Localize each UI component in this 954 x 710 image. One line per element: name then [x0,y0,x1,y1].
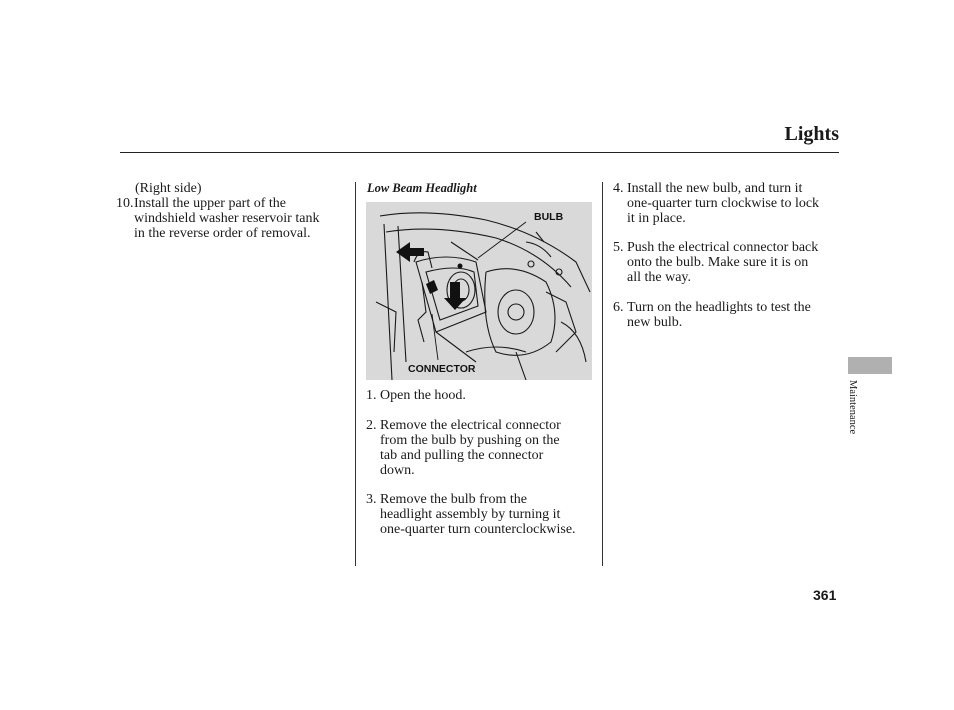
step-line: new bulb. [627,315,683,330]
headlight-figure [366,202,592,380]
step-line: Install the new bulb, and turn it [627,181,803,196]
step-line: windshield washer reservoir tank [134,211,320,226]
column-divider-left [355,182,356,566]
step-line: onto the bulb. Make sure it is on [627,255,809,270]
step-line: Push the electrical connector back [627,240,819,255]
step-line: headlight assembly by turning it [380,507,561,522]
step-number: 2. [366,418,377,433]
step-number: 4. [613,181,624,196]
right-side-note: (Right side) [135,181,202,196]
step-4 [613,181,843,226]
step-line: tab and pulling the connector [380,448,544,463]
section-tab-label: Maintenance [847,380,858,435]
step-line: from the bulb by pushing on the [380,433,560,448]
column-divider-right [602,182,603,566]
bulb-label: BULB [534,211,564,223]
step-5 [613,240,843,285]
step-number: 1. [366,388,377,403]
step-line: Remove the bulb from the [380,492,527,507]
connector-label: CONNECTOR [408,363,476,375]
section-tab-label-wrap [830,380,880,450]
step-line: one-quarter turn counterclockwise. [380,522,576,537]
step-line: Install the upper part of the [134,196,287,211]
step-line: Remove the electrical connector [380,418,561,433]
step-6 [613,300,843,330]
section-tab [848,357,892,374]
step-1 [366,388,598,403]
step-line: one-quarter turn clockwise to lock [627,196,820,211]
step-number: 6. [613,300,624,315]
step-line: down. [380,463,415,478]
step-line: Open the hood. [380,388,466,403]
page-title: Lights [784,123,839,145]
step-2 [366,418,598,478]
step-number: 10. [116,196,134,211]
step-line: in the reverse order of removal. [134,226,311,241]
figure-title: Low Beam Headlight [367,181,477,195]
step-line: it in place. [627,211,686,226]
step-number: 3. [366,492,377,507]
step-10 [116,196,351,241]
step-line: Turn on the headlights to test the [627,300,811,315]
step-3 [366,492,598,537]
step-line: all the way. [627,270,692,285]
page-number: 361 [813,587,837,603]
headlight-illustration [366,202,592,380]
step-number: 5. [613,240,624,255]
title-rule [120,152,839,153]
